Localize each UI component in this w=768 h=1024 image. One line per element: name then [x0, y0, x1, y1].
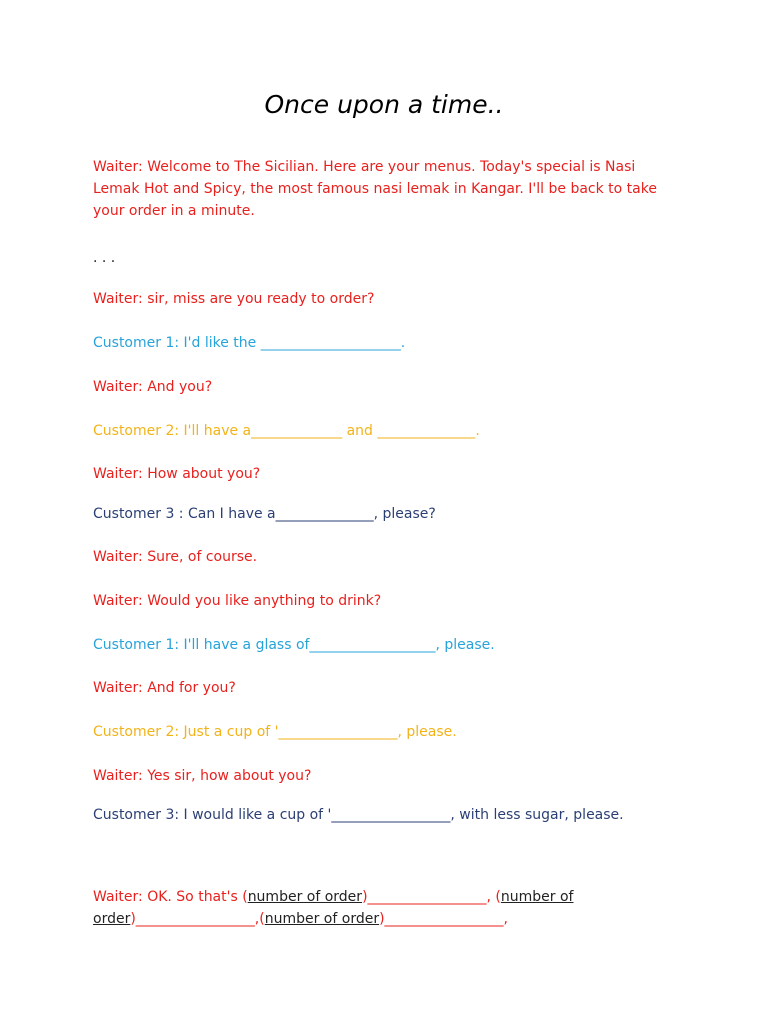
- final-text-a: Waiter: OK. So that's (: [93, 889, 248, 905]
- customer2-line-food: Customer 2: I'll have a_____________ and ______________.: [93, 423, 480, 439]
- final-number-of-2a: number of: [500, 889, 574, 905]
- page-title: Once upon a time..: [264, 90, 504, 119]
- final-text-h: )_________________,: [379, 911, 509, 927]
- waiter-line-ready: Waiter: sir, miss are you ready to order?: [93, 291, 375, 307]
- waiter-line-and-you: Waiter: And you?: [93, 379, 213, 395]
- waiter-line-how-about: Waiter: How about you?: [93, 466, 261, 482]
- final-number-of-order-3: number of order: [264, 911, 380, 927]
- waiter-line-for-you: Waiter: And for you?: [93, 680, 236, 696]
- waiter-line-yes-sir: Waiter: Yes sir, how about you?: [93, 768, 312, 784]
- waiter-line-drink: Waiter: Would you like anything to drink?: [93, 593, 382, 609]
- customer1-line-food: Customer 1: I'd like the ____________________.: [93, 335, 406, 351]
- final-number-of-order-1: number of order: [247, 889, 363, 905]
- final-order-2b: order: [93, 911, 131, 927]
- customer1-line-drink: Customer 1: I'll have a glass of__________________, please.: [93, 637, 495, 653]
- customer3-line-drink: Customer 3: I would like a cup of '_________________, with less sugar, please.: [93, 807, 624, 823]
- customer2-line-drink: Customer 2: Just a cup of '_________________, please.: [93, 724, 457, 740]
- ellipsis: . . .: [93, 250, 116, 266]
- waiter-intro: Waiter: Welcome to The Sicilian. Here are your menus. Today's special is Nasi Lemak Hot and Spicy, the most famous nasi lemak in Kangar. I'll be back to take your order in a minute.: [93, 159, 657, 219]
- customer3-line-food: Customer 3 : Can I have a______________, please?: [93, 506, 436, 522]
- waiter-final-summary: [93, 886, 683, 930]
- waiter-line-sure: Waiter: Sure, of course.: [93, 549, 258, 565]
- final-text-c: )_________________, (: [362, 889, 501, 905]
- final-text-f: )_________________,(: [130, 911, 265, 927]
